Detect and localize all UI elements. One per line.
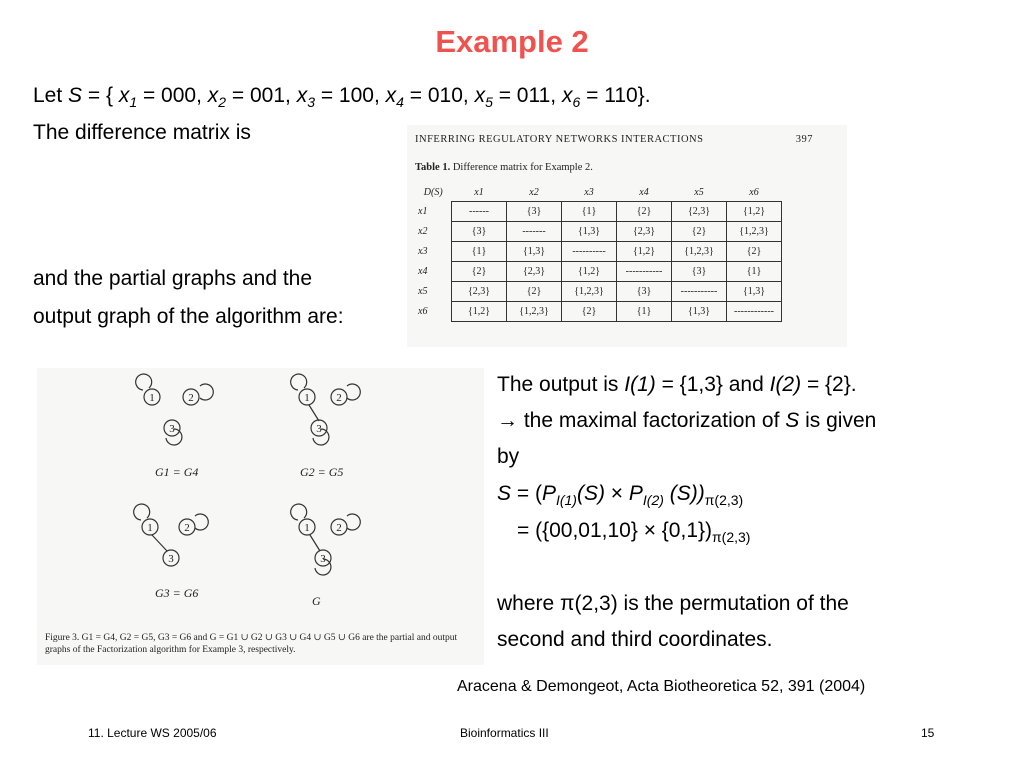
factorization-line [497,409,876,433]
self-loop [347,514,360,530]
graphs-drawing [37,368,484,628]
table-caption [415,162,593,173]
table-cell: {2} [452,262,507,282]
graph-label-g3: G3 = G6 [155,586,199,600]
self-loop [134,504,150,520]
formula-line-1 [497,482,744,509]
row-header-cell: x3 [418,246,428,257]
text-span: π(2,3) [704,492,744,509]
journal-page-number: 397 [795,134,813,145]
table-cell: {1,2,3} [727,222,782,242]
output-graph-text: output graph of the algorithm are: [33,305,344,328]
table-cell: ----------- [672,282,727,302]
table-cell: {2,3} [617,222,672,242]
table-header-cell: x4 [639,186,649,198]
graph-label-g1: G1 = G4 [155,465,199,479]
x-val: = 010, [403,84,475,107]
table-header-cell: x3 [584,186,594,198]
text-span: The output is [497,373,625,396]
x-var: x [474,84,486,107]
edge [310,535,320,551]
output-line [497,373,857,397]
formula-line-2 [517,519,751,546]
table-row [415,222,782,242]
row-header-cell: x5 [418,286,428,297]
table-body [415,202,782,322]
x-sub: 5 [485,94,493,111]
table-caption-text: Difference matrix for Example 2. [450,162,593,173]
row-header-cell: x6 [418,306,428,317]
node-label: 2 [188,392,194,404]
self-loop [195,514,208,530]
node-label: 1 [149,392,155,404]
node-label: 3 [168,553,174,565]
table-cell: {1,3} [507,242,562,262]
citation: Aracena & Demongeot, Acta Biotheoretica 52, 391 (2004) [457,678,866,695]
edge [309,405,319,421]
node-label: 2 [336,522,342,534]
table-cell: {3} [452,222,507,242]
table-cell: {2,3} [507,262,562,282]
text-span: × [604,482,629,505]
table-cell: {1,2} [727,202,782,222]
table-cell: {2} [617,202,672,222]
x-val: = 000, [137,84,208,107]
text-span: P [541,482,556,505]
permutation-line: where π(2,3) is the permutation of the [497,592,849,615]
table-cell: {1,2,3} [507,302,562,322]
x-var: x [561,84,573,107]
difference-matrix-scan [407,125,847,347]
table-row [415,202,782,222]
footer-course: Bioinformatics III [460,726,549,740]
node-label: 3 [320,553,326,565]
x-var: x [296,84,308,107]
text-span: I(1) [624,373,656,396]
table-cell: {2,3} [452,282,507,302]
table-cell: {1,2} [617,242,672,262]
table-cell: {1,3} [672,302,727,322]
table-cell: {3} [507,202,562,222]
figure-caption: Figure 3. G1 = G4, G2 = G5, G3 = G6 and G = G1 ∪ G2 ∪ G3 ∪ G4 ∪ G5 ∪ G6 are the partial and output graphs of the Factorization algorithm for Example 3, respectively. [45,633,458,655]
x-sub: 1 [129,94,138,111]
node-label: 2 [184,522,190,534]
text-span: = {2}. [801,373,857,396]
graph-g2 [291,374,361,445]
table-cell: {2} [672,222,727,242]
table-cell: ------- [507,222,562,242]
text-span: (S) [576,482,605,505]
x-var: x [118,84,130,107]
row-header-cell: x2 [418,226,428,237]
table-caption-label: Table 1. [415,162,451,173]
text-span: = {1,3} and [655,373,770,396]
table-header-cell: x1 [474,186,484,198]
self-loop [347,384,360,400]
table-cell: {2,3} [672,202,727,222]
table-cell: {1,2} [562,262,617,282]
text-span: S [497,482,512,505]
table-cell: {1} [562,202,617,222]
table-row [415,282,782,302]
x-var: x [207,84,219,107]
text-span: I(2) [642,492,664,509]
text-span: I(1) [555,492,577,509]
x-val: = 110}. [580,84,651,107]
x-val: = 001, [226,84,297,107]
partial-graphs-figure [37,368,484,665]
table-header-cell: x2 [529,186,539,198]
table-cell: {1,2,3} [562,282,617,302]
set-definition-line [33,84,651,111]
node-label: 2 [336,392,342,404]
text-span: I(2) [769,373,802,396]
table-row [415,262,782,282]
x-val: = 011, [492,84,562,107]
table-header-row [415,183,782,202]
footer-lecture: 11. Lecture WS 2005/06 [88,726,217,740]
slide-title: Example 2 [435,24,589,59]
partial-graphs-text: and the partial graphs and the [33,267,313,290]
graph-label-g2: G2 = G5 [300,465,344,479]
table-cell: ---------- [562,242,617,262]
table-header-cell: x6 [749,186,759,198]
x-val: = 100, [315,84,386,107]
table-row [415,302,782,322]
equals-brace: = { [82,84,119,107]
text-span: π(2,3) [712,529,751,546]
table-cell: {1,3} [562,222,617,242]
x-sub: 3 [307,94,315,111]
table-cell: ------ [452,202,507,222]
edge [152,535,167,551]
table-cell: {1,2} [452,302,507,322]
graph-label-g: G [312,594,321,608]
table-cell: {2} [562,302,617,322]
table-cell: {1,2,3} [672,242,727,262]
text-span: P [628,482,643,505]
table-cell: {2} [727,242,782,262]
table-cell: {1,3} [727,282,782,302]
table-cell: {1} [452,242,507,262]
x-sub: 6 [572,94,581,111]
self-loop [136,374,152,390]
x-sub: 2 [218,94,227,111]
self-loop [291,374,307,390]
difference-matrix-text: The difference matrix is [33,121,251,144]
row-header-cell: x4 [418,266,428,277]
x-sub: 4 [396,94,404,111]
journal-header: INFERRING REGULATORY NETWORKS INTERACTIONS [415,134,704,145]
text-span: (S)) [663,482,705,505]
row-header-cell: x1 [418,206,428,217]
coordinates-line: second and third coordinates. [497,628,773,651]
by-line: by [497,445,520,468]
table-cell: {3} [617,282,672,302]
node-label: 1 [304,392,310,404]
text-span: = ( [511,482,542,505]
table-cell: {1} [617,302,672,322]
table-header-cell: D(S) [423,186,443,198]
node-label: 1 [304,522,310,534]
self-loop [291,504,307,520]
table-header-cell: x5 [694,186,704,198]
difference-matrix-table [415,183,782,322]
table-cell: {3} [672,262,727,282]
text-span: → the maximal factorization of [497,409,786,432]
let-word: Let [33,84,69,107]
node-label: 3 [316,423,322,435]
x-var: x [385,84,397,107]
text-span: = ({00,01,10} × {0,1}) [517,519,713,542]
self-loop [200,384,213,400]
table-cell: ------------ [727,302,782,322]
table-row [415,242,782,262]
table-cell: ----------- [617,262,672,282]
node-label: 3 [169,423,175,435]
table-cell: {1} [727,262,782,282]
table-cell: {2} [507,282,562,302]
text-span: is given [799,409,877,432]
text-span: S [785,409,800,432]
footer-page-number: 15 [921,726,935,740]
set-symbol: S [68,84,83,107]
node-label: 1 [147,522,153,534]
